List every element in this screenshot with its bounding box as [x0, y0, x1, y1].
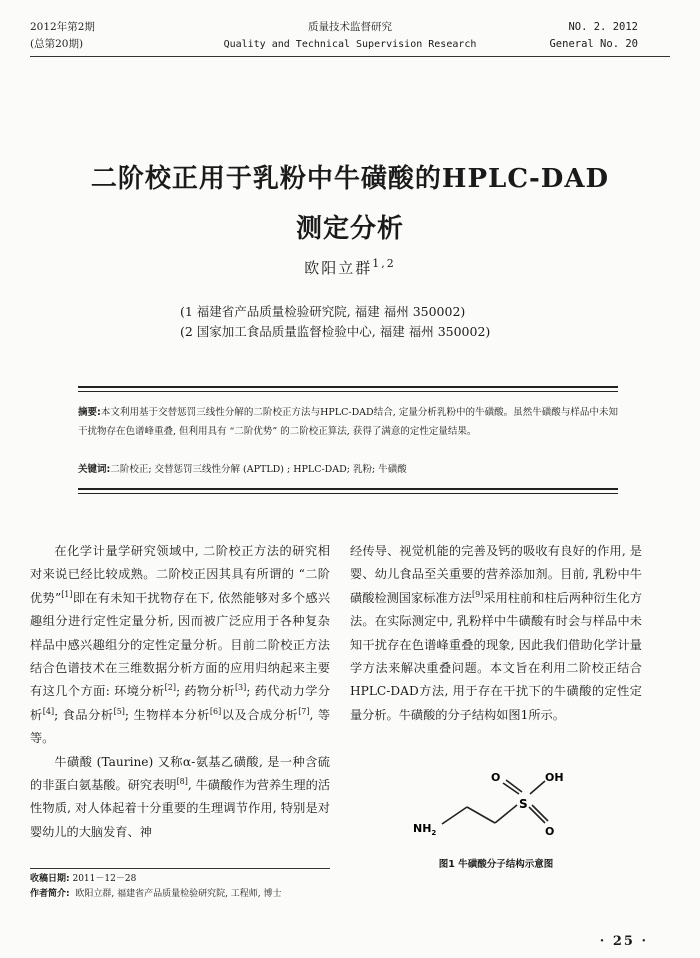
abstract-rule-bottom: [78, 488, 618, 490]
citation: [8]: [176, 777, 188, 786]
author-affiliation-marks: 1,2: [372, 257, 396, 270]
paragraph-3: [350, 540, 642, 727]
bond-c1-c2: [467, 807, 495, 823]
text-run: ; 药物分析: [176, 684, 235, 699]
journal-issue: 2012年第2期: [30, 21, 95, 33]
header-rule: [30, 56, 670, 57]
text-run: ; 食品分析: [54, 707, 114, 722]
keywords: [78, 460, 618, 479]
body-right-column: [350, 540, 642, 727]
text-run: , 牛磺酸作为营养生理的活性物质, 对人体起着十分重要的生理调节作用, 特别是对婴幼儿的大脑发育、神: [30, 778, 331, 839]
text-run: 在化学计量学研究领域中, 二阶校正方法的研究相对来说已经比较成熟。二阶校正因其具有所谓的 “二阶优势”: [30, 544, 330, 605]
abstract-label: 摘要:: [78, 407, 101, 418]
text-run: ; 生物样本分析: [124, 707, 210, 722]
received-date: [30, 872, 136, 887]
text-run: 即在有未知干扰物存在下, 依然能够对多个感兴趣组分进行定性定量分析, 因而被广泛应用于各种复杂样品中感兴趣组分的定性定量分析。目前二阶校正方法结合色谱技术在三维数据分析方面的应用归纳起来主要有这几个方面: 环境分析: [30, 590, 331, 699]
citation: [9]: [472, 589, 484, 599]
citation: [3]: [234, 683, 247, 693]
figure-caption: 图1 牛磺酸分子结构示意图: [438, 859, 554, 870]
citation: [2]: [164, 683, 177, 693]
taurine-structure-figure: [395, 765, 595, 845]
abstract: [78, 403, 618, 441]
atom-o-bottom: O: [545, 825, 555, 838]
journal-title-en: Quality and Technical Supervision Research: [223, 39, 477, 50]
affiliation-1: (1 福建省产品质量检验研究院, 福建 福州 350002): [180, 304, 466, 319]
atom-nh2: $NH_2$: [413, 822, 437, 837]
citation: [7]: [298, 706, 310, 716]
abstract-rule-top: [78, 386, 618, 388]
paper-title-line2: 测定分析: [295, 214, 404, 244]
abstract-rule-bottom-inner: [78, 493, 618, 494]
atom-oh: OH: [545, 771, 564, 784]
keywords-text: 二阶校正; 交替惩罚三线性分解 (APTLD) ; HPLC-DAD; 乳粉; 牛磺酸: [110, 464, 407, 475]
bond-n-c1: [442, 807, 467, 824]
author-bio-label: 作者简介:: [30, 889, 70, 899]
citation: [6]: [209, 706, 222, 716]
journal-title-cn: 质量技术监督研究: [308, 21, 392, 33]
abstract-text: 本文利用基于交替惩罚三线性分解的二阶校正方法与HPLC-DAD结合, 定量分析乳粉中的牛磺酸。虽然牛磺酸与样品中未知干扰物存在色谱峰重叠, 但利用具有 “二阶优势” 的二阶校正算法, 获得了满意的定性定量结果。: [78, 407, 618, 437]
body-left-column: [30, 540, 330, 844]
journal-total-issue: (总第20期): [30, 38, 84, 50]
text-run: ; 药代动力学分析: [30, 684, 331, 722]
text-run: 经传导、视觉机能的完善及钙的吸收有良好的作用, 是婴、幼儿食品至关重要的营养添加剂。目前, 乳粉中牛磺酸检测国家标准方法: [350, 544, 642, 605]
paragraph-2: [30, 751, 330, 845]
footnote-rule: [30, 868, 330, 869]
page-number: · 25 ·: [599, 934, 648, 949]
author: [0, 257, 700, 278]
atom-s: S: [519, 797, 528, 811]
text-run: 以及合成分析: [221, 707, 299, 722]
received-value: 2011－12－28: [72, 874, 137, 884]
paragraph-1: [30, 540, 330, 751]
atom-o-top: O: [491, 771, 501, 784]
bond-s-oh: [530, 781, 545, 794]
bond-c2-s: [495, 805, 517, 823]
text-run: , 等等。: [30, 707, 331, 746]
journal-general-number: General No. 20: [549, 38, 638, 50]
journal-number: NO. 2. 2012: [568, 21, 638, 33]
keywords-label: 关键词:: [78, 464, 111, 475]
author-bio: [30, 887, 282, 902]
citation: [4]: [42, 706, 55, 716]
author-name: 欧阳立群: [304, 259, 373, 277]
received-label: 收稿日期:: [30, 874, 70, 884]
text-run: 牛磺酸 (Taurine) 又称α-氨基乙磺酸, 是一种含硫的非蛋白氨基酸。研究表明: [30, 754, 330, 793]
abstract-rule-top-inner: [78, 391, 618, 392]
citation: [1]: [61, 589, 73, 599]
text-run: 采用柱前和柱后两种衍生化方法。在实际测定中, 乳粉样中牛磺酸有时会与样品中未知干扰存在色谱峰重叠的现象, 因此我们借助化学计量学方法来解决重叠问题。本文旨在利用二阶校正结合HPLC-DAD方法, 用于存在干扰下的牛磺酸的定性定量分析。牛磺酸的分子结构如图1所示。: [350, 590, 643, 722]
bonds: [442, 780, 548, 824]
affiliation-2: (2 国家加工食品质量监督检验中心, 福建 福州 350002): [180, 324, 491, 339]
citation: [5]: [113, 706, 125, 716]
paper-title-line1: 二阶校正用于乳粉中牛磺酸的HPLC-DAD: [90, 164, 610, 194]
author-bio-text: 欧阳立群, 福建省产品质量检验研究院, 工程师, 博士: [75, 889, 282, 899]
